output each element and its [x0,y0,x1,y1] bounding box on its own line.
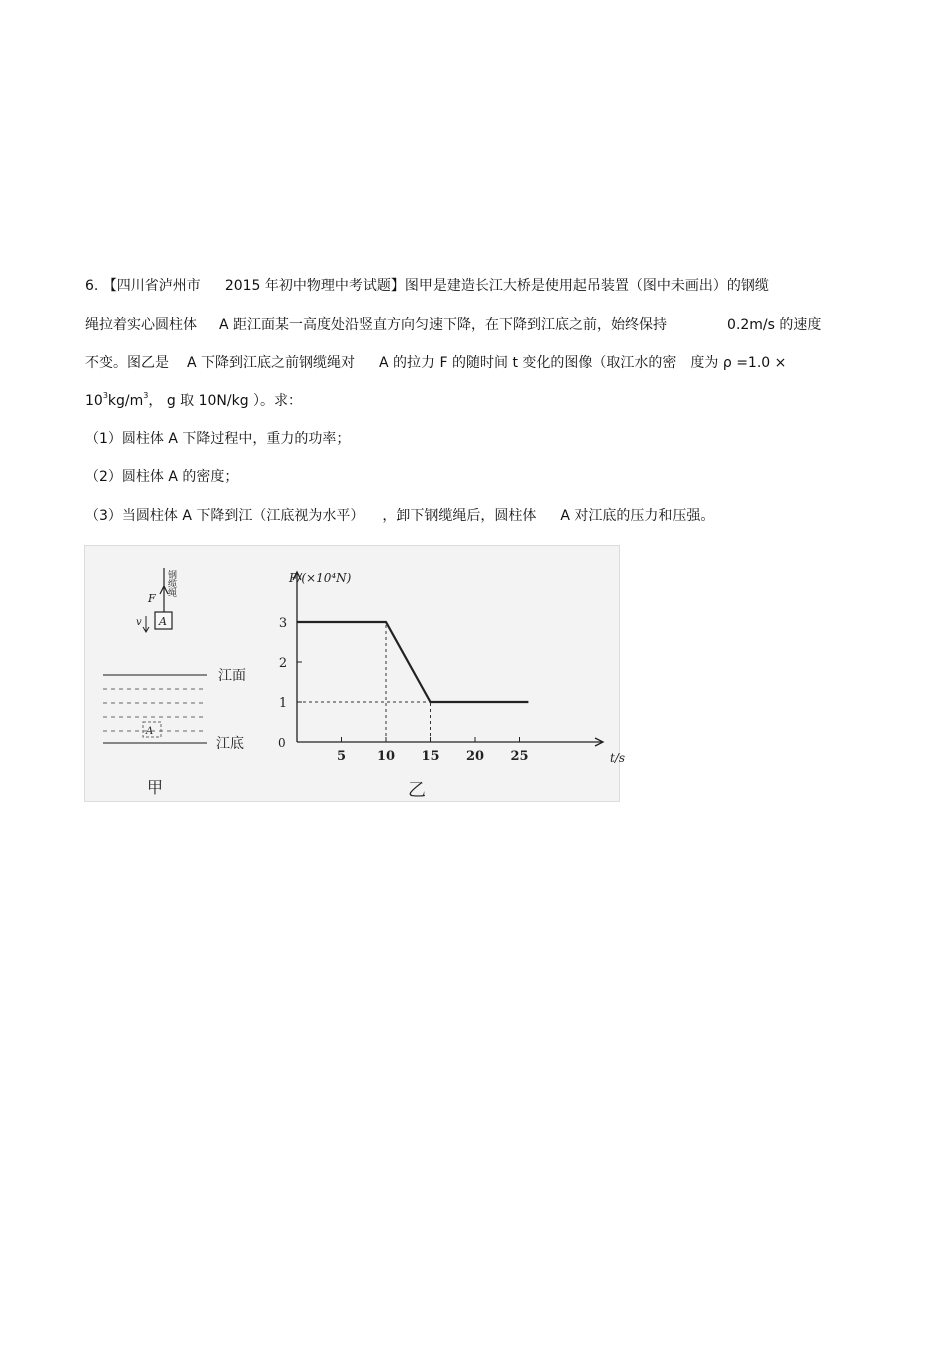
problem-text: 不变。图乙是 [85,355,169,371]
block-a-label: A [159,615,167,628]
x-tick-label: 20 [465,749,485,764]
x-tick-label: 25 [510,749,529,764]
problem-line-3 [85,353,786,373]
origin-label: 0 [278,736,286,750]
question-text: A 对江底的压力和压强。 [560,508,715,524]
figure-jia [103,568,246,797]
problem-text: A 距江面某一高度处沿竖直方向匀速下降，在下降到江底之前，始终保持 [219,317,668,333]
x-tick-label: 5 [336,749,347,764]
problem-line-1 [85,276,769,296]
problem-line-4 [85,391,302,411]
surface-label: 江面 [218,668,246,684]
density-unit: kg/m [107,393,144,409]
force-label: F [148,592,156,605]
figure-svg [85,546,626,803]
x-tick-label: 15 [421,749,440,764]
problem-text: 2015 年初中物理中考试题】图甲是建造长江大桥是使用起吊装置（图中未画出）的钢缆 [224,278,769,294]
problem-text: A 的拉力 F 的随时间 t 变化的图像（取江水的密 [379,355,677,371]
problem-text: A 下降到江底之前钢缆绳对 [187,355,356,371]
density-value: 度为 ρ =1.0 × [690,355,787,371]
problem-source: 6. 【四川省泸州市 [85,278,201,294]
x-axis-label: t/s [610,751,626,765]
problem-text: 绳拉着实心圆柱体 [85,317,197,333]
caption-yi: 乙 [408,780,426,801]
cable-label: 钢缆绳 [166,570,176,597]
caption-jia: 甲 [147,778,164,797]
figure-panel [84,545,626,802]
velocity-label: v [136,617,142,628]
bottom-label: 江底 [216,736,244,752]
problem-text: ， g 取 10N/kg ）。求： [148,393,303,409]
y-tick-label: 1 [278,696,288,711]
problem-line-2 [85,315,821,335]
question-3 [85,506,714,526]
density-exponent-base: 10 [85,393,103,409]
y-axis-label: F/(×10⁴N) [289,571,352,585]
question-2: （2）圆柱体 A 的密度； [85,469,239,485]
question-1: （1）圆柱体 A 下降过程中，重力的功率； [85,431,351,447]
exponent: 3 [102,391,108,400]
speed-value: 0.2m/s 的速度 [727,317,822,333]
figure-yi-chart [278,571,625,765]
question-text: ，卸下钢缆绳后，圆柱体 [382,508,537,524]
exponent: 3 [143,391,149,400]
block-a-label: A [146,726,154,737]
series-line [297,622,528,702]
question-text: （3）当圆柱体 A 下降到江（江底视为水平） [85,508,365,524]
x-tick-label: 10 [376,749,396,764]
y-tick-label: 2 [278,656,288,671]
y-tick-label: 3 [278,616,288,631]
